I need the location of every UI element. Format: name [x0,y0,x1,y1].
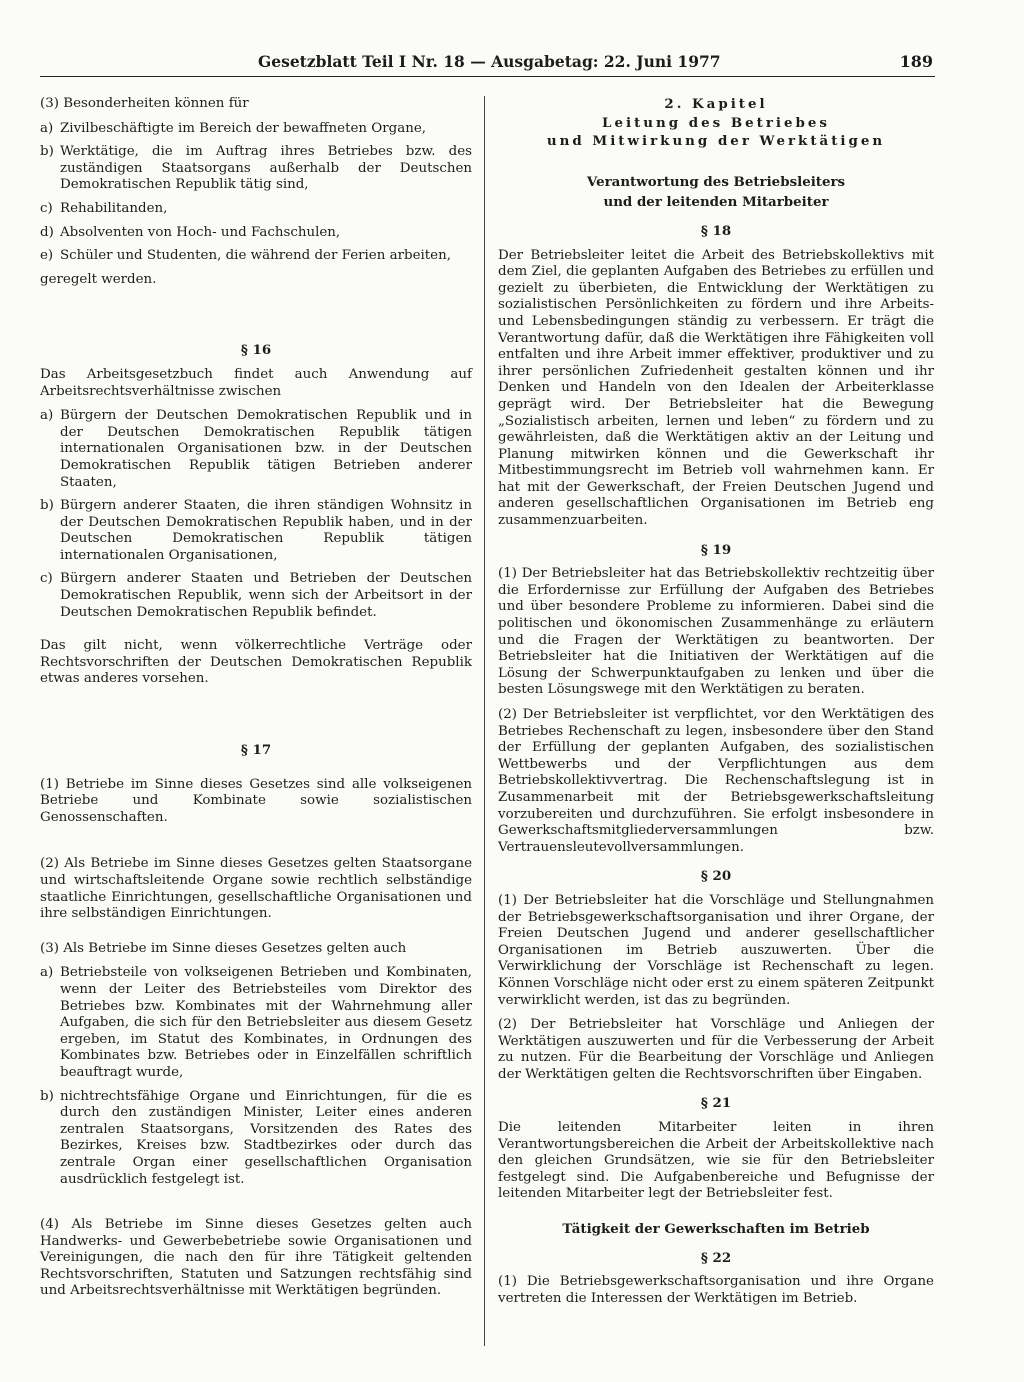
section-21-title: § 21 [700,1095,732,1112]
subheading-unions: Tätigkeit der Gewerkschaften im Betrieb [562,1221,870,1238]
s20-paragraph-2: (2) Der Betriebsleiter hat Vorschläge und Anliegen der Werktätigen auszuwerten und für die Verbesserung der Arbeit zu nutzen. Für die Bearbeitung der Vorschläge und Anliegen der Werktätigen gelten die Rechtsvorschriften über Eingaben. [498,1017,934,1082]
section-19-title: § 19 [700,541,732,558]
p15-intro: (3) Besonderheiten können für [40,96,249,111]
page-header [40,50,935,77]
s17-paragraph-1: (1) Betriebe im Sinne dieses Gesetzes sind alle volkseigenen Betriebe und Kombinate sowie sozialistischen Genossenschaften. [40,776,472,825]
s17-paragraph-2: (2) Als Betriebe im Sinne dieses Gesetzes gelten Staatsorgane und wirtschaftsleitende Organe sowie rechtlich selbständige staatliche Einrichtungen, gesellschaftliche Organisationen und ihre selbständigen Einrichtungen. [40,856,472,922]
list-item: e) Schüler und Studenten, die während der Ferien arbeiten, [40,248,451,264]
list-item: d) Absolventen von Hoch- und Fachschulen, [40,224,341,240]
s19-paragraph-1: (1) Der Betriebsleiter hat das Betriebskollektiv rechtzeitig über die Erfordernisse zur Erfüllung der Aufgaben des Betriebes und über besondere Probleme zu informieren. Dabei sind die politischen und ökonomischen Zusammenhänge zu erläutern und die Fragen der Werktätigen zu beantworten. Der Betriebsleiter hat die Initiativen der Werktätigen auf die Lösung der Schwerpunktaufgaben zu lenken und über die besten Lösungswege mit den Werktätigen zu beraten. [498,566,934,698]
section-22-title: § 22 [700,1249,732,1266]
section-16-title: § 16 [240,342,272,359]
s22-paragraph-1: (1) Die Betriebsgewerkschaftsorganisation und ihre Organe vertreten die Interessen der Werktätigen im Betrieb. [498,1274,934,1306]
p15-list [40,121,472,265]
list-item: c) Bürgern anderer Staaten und Betrieben der Deutschen Demokratischen Republik, wenn sich der Arbeitsort in der Deutschen Demokratischen Republik befindet. [40,571,472,620]
list-item: b) Werktätige, die im Auftrag ihres Betriebes bzw. des zuständigen Staatsorgans außerhalb der Deutschen Demokratischen Republik tätig sind, [40,144,472,193]
s18-text: Der Betriebsleiter leitet die Arbeit des Betriebskollektivs mit dem Ziel, die geplanten Aufgaben des Betriebes zu erfüllen und gezielt zu überbieten, die Entwicklung der Werktätigen zu sozialistischen Persönlichkeiten zu fördern und ihre Arbeits- und Lebensbedingungen ständig zu verbessern. Er trägt die Verantwortung dafür, daß die Werktätigen ihre Fähigkeiten voll entfalten und ihre Arbeit immer effektiver, produktiver und zu ihrer persönlichen Zufriedenheit gestalten können und ihr Denken und Handeln von den Idealen der Arbeiterklasse geprägt wird. Der Betriebsleiter hat die Bewegung „Sozialistisch arbeiten, lernen und leben“ zu fördern und zu gewährleisten, daß die Werktätigen aktiv an der Leitung und Planung mitwirken können und die Gewerkschaft ihr Mitbestimmungsrecht im Betrieb voll wahrnehmen kann. Er hat mit der Gewerkschaft, der Freien Deutschen Jugend und anderen gesellschaftlichen Organisationen im Betrieb eng zusammenzuarbeiten. [498,247,934,529]
p15-outro: geregelt werden. [40,271,157,287]
subheading-responsibility-2: und der leitenden Mitarbeiter [603,194,829,211]
s20-paragraph-1: (1) Der Betriebsleiter hat die Vorschläge und Stellungnahmen der Betriebsgewerkschaftsorganisation und ihrer Organe, der Freien Deutschen Jugend und anderer gesellschaftlicher Organisationen im Betrieb auszuwerten. Über die Verwirklichung der Vorschläge ist Rechenschaft zu legen. Können Vorschläge nicht oder erst zu einem späteren Zeitpunkt verwirklicht werden, ist das zu begründen. [498,892,934,1008]
section-20-title: § 20 [700,868,732,885]
left-column [40,96,472,1366]
chapter-title-line-1: Leitung des Betriebes [602,114,830,131]
column-divider [484,96,485,1346]
section-18-title: § 18 [700,222,732,239]
list-item: c) Rehabilitanden, [40,200,168,216]
s19-paragraph-2: (2) Der Betriebsleiter ist verpflichtet, vor den Werktätigen des Betriebes Rechenschaft zu legen, insbesondere über den Stand der Erfüllung der geplanten Aufgaben, des sozialistischen Wettbewerbs und der Verpflichtungen aus dem Betriebskollektivvertrag. Die Rechenschaftslegung ist in Zusammenarbeit mit der Betriebsgewerkschaftsleitung vorzubereiten und durchzuführen. Sie erfolgt insbesondere in Gewerkschaftsmitgliederversammlungen bzw. Vertrauensleutevollversammlungen. [498,707,934,855]
chapter-title-line-2: und Mitwirkung der Werktätigen [546,133,886,150]
s21-text: Die leitenden Mitarbeiter leiten in ihren Verantwortungsbereichen die Arbeit der Arbeitskollektive nach den gleichen Grundsätzen, wie sie für den Betriebsleiter festgelegt sind. Die Aufgabenbereiche und Befugnisse der leitenden Mitarbeiter legt der Betriebsleiter fest. [498,1120,934,1202]
chapter-number: 2. Kapitel [664,96,768,112]
s17-paragraph-4: (4) Als Betriebe im Sinne dieses Gesetzes gelten auch Handwerks- und Gewerbebetriebe sowie Organisationen und Vereinigungen, die nach den für ihre Tätigkeit geltenden Rechtsvorschriften, Statuten und Satzungen rechtsfähig sind und Arbeitsrechtsverhältnisse mit Werktätigen begründen. [40,1217,472,1299]
gazette-title: Gesetzblatt Teil I Nr. 18 — Ausgabetag: 22. Juni 1977 [258,52,721,71]
s16-outro: Das gilt nicht, wenn völkerrechtliche Verträge oder Rechtsvorschriften der Deutschen Demokratischen Republik etwas anderes vorsehen. [40,638,472,687]
page-number: 189 [899,52,933,71]
right-column [498,96,934,1366]
s17-paragraph-3: (3) Als Betriebe im Sinne dieses Gesetzes gelten auch [40,940,407,956]
section-17-title: § 17 [240,742,272,759]
list-item: a) Bürgern der Deutschen Demokratischen Republik und in der Deutschen Demokratischen Republik tätigen internationalen Organisationen bzw. in der Deutschen Demokratischen Republik tätigen Betrieben anderer Staaten, [40,408,472,490]
list-item: a) Zivilbeschäftigte im Bereich der bewaffneten Organe, [40,120,427,136]
list-item: b) nichtrechtsfähige Organe und Einrichtungen, für die es durch den zuständigen Minister, Leiter eines anderen zentralen Staatsorgans, Vorsitzenden des Rates des Bezirkes, Kreises bzw. Stadtbezirkes oder durch das zentrale Organ einer gesellschaftlichen Organisation ausdrücklich festgelegt ist. [40,1088,472,1187]
s16-intro: Das Arbeitsgesetzbuch findet auch Anwendung auf Arbeitsrechtsverhältnisse zwischen [40,366,472,399]
list-item: a) Betriebsteile von volkseigenen Betrieben und Kombinaten, wenn der Leiter des Betriebsteiles vom Direktor des Betriebes bzw. Kombinates mit der Wahrnehmung aller Aufgaben, die sich für den Betriebsleiter aus diesem Gesetz ergeben, im Statut des Kombinates, in Ordnungen des Kombinates bzw. Betriebes oder in Einzelfällen schriftlich beauftragt wurde, [40,965,472,1080]
list-item: b) Bürgern anderer Staaten, die ihren ständigen Wohnsitz in der Deutschen Demokratischen Republik haben, und in der Deutschen Demokratischen Republik tätigen internationalen Organisationen, [40,498,472,563]
subheading-responsibility: Verantwortung des Betriebsleiters [586,173,846,190]
